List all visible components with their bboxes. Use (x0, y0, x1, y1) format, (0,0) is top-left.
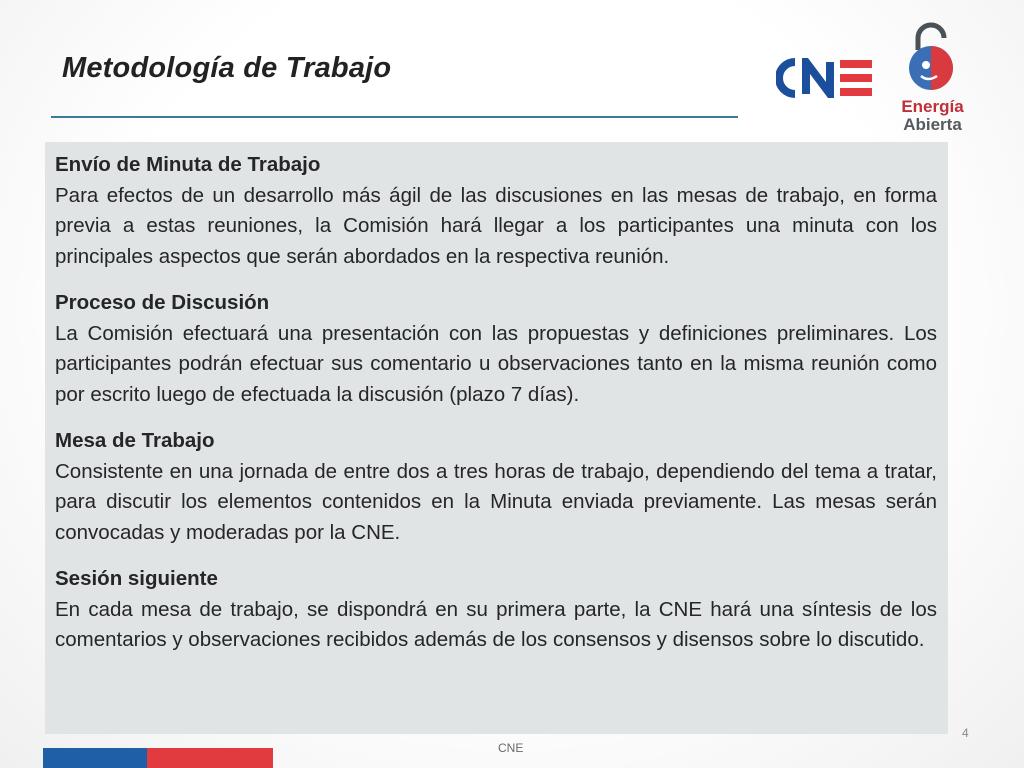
section-mesa-trabajo (55, 426, 937, 548)
cne-logo-e-top (840, 60, 872, 68)
footer-bar-red (147, 748, 273, 768)
section-body: Para efectos de un desarrollo más ágil de las discusiones en las mesas de trabajo, en forma previa a estas reuniones, la Comisión hará llegar a los participantes una minuta con los principales aspectos que serán abordados en la respectiva reunión. (55, 183, 937, 268)
content-panel (45, 142, 948, 734)
energia-abierta-logo (895, 20, 970, 134)
slide-title: Metodología de Trabajo (62, 52, 392, 84)
cne-logo-c (779, 62, 795, 94)
cne-logo-e-mid (840, 74, 872, 82)
title-divider (51, 116, 738, 118)
section-heading: Mesa de Trabajo (55, 429, 215, 452)
section-sesion-siguiente (55, 564, 937, 656)
footer-bar-blue (43, 748, 147, 768)
content-text (55, 150, 937, 672)
section-body: La Comisión efectuará una presentación con las propuestas y definiciones preliminares. Los participantes podrán efectuar sus comentario u observaciones tanto en la misma reunión como por escrito luego de efectuada la discusión (plazo 7 días). (55, 321, 937, 406)
section-body: Consistente en una jornada de entre dos a tres horas de trabajo, dependiendo del tema a tratar, para discutir los elementos contenidos en la Minuta enviada previamente. Las mesas serán convocadas y moderadas por la CNE. (55, 459, 937, 544)
energia-abierta-line2: Abierta (903, 115, 962, 134)
footer-label: CNE (498, 741, 524, 755)
cne-logo (776, 58, 874, 98)
page-number: 4 (962, 726, 969, 740)
section-proceso-discusion (55, 288, 937, 410)
padlock-face-icon (895, 20, 970, 96)
energia-abierta-line1: Energía (901, 97, 964, 116)
section-envio-minuta (55, 150, 937, 272)
section-body: En cada mesa de trabajo, se dispondrá en su primera parte, la CNE hará una síntesis de los comentarios y observaciones recibidos además de los consensos y disensos sobre lo discutido. (55, 597, 937, 651)
section-heading: Sesión siguiente (55, 567, 218, 590)
section-heading: Proceso de Discusión (55, 291, 270, 314)
cne-logo-e-bottom (840, 88, 872, 96)
cne-logo-n (806, 62, 830, 94)
section-heading: Envío de Minuta de Trabajo (55, 153, 321, 176)
